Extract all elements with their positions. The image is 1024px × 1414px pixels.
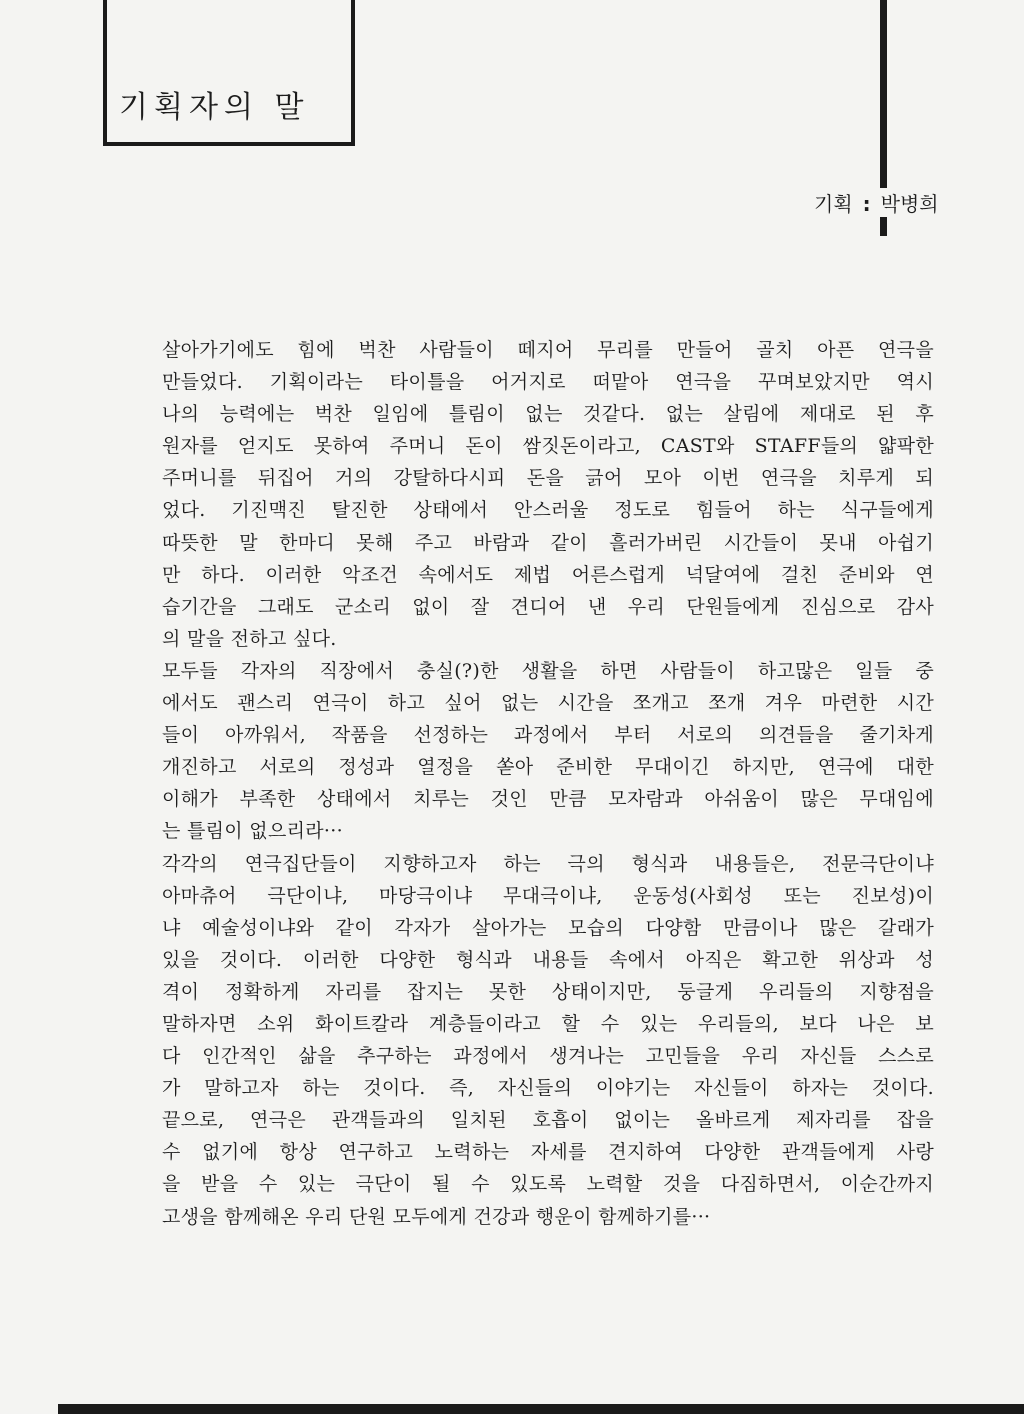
body-line: 을 받을 수 있는 극단이 될 수 있도록 노력할 것을 다짐하면서, 이순간까지 <box>162 1173 934 1196</box>
body-line: 개진하고 서로의 정성과 열정을 쏟아 준비한 무대이긴 하지만, 연극에 대한 <box>162 756 934 779</box>
title-box <box>103 0 355 146</box>
body-line: 습기간을 그래도 군소리 없이 잘 견디어 낸 우리 단원들에게 진심으로 감사 <box>162 595 934 618</box>
body-line: 이해가 부족한 상태에서 치루는 것인 만큼 모자람과 아쉬움이 많은 무대임에 <box>162 788 934 811</box>
author-role: 기획 <box>814 192 853 216</box>
body-line: 들이 아까워서, 작품을 선정하는 과정에서 부터 서로의 의견들을 줄기차게 <box>162 724 934 747</box>
body-line: 가 말하고자 하는 것이다. 즉, 자신들의 이야기는 자신들이 하자는 것이다. <box>162 1077 934 1100</box>
body-line: 따뜻한 말 한마디 못해 주고 바람과 같이 흘러가버린 시간들이 못내 아쉽기 <box>162 531 934 554</box>
bottom-rule <box>58 1404 1024 1414</box>
body-line: 원자를 얻지도 못하여 주머니 돈이 쌈짓돈이라고, CAST와 STAFF들의 얇팍한 <box>162 435 934 458</box>
body-line: 모두들 각자의 직장에서 충실(?)한 생활을 하면 사람들이 하고많은 일들 중 <box>162 659 934 682</box>
body-line: 다 인간적인 삶을 추구하는 과정에서 생겨나는 고민들을 우리 자신들 스스로 <box>162 1045 934 1068</box>
body-line: 는 틀림이 없으리라··· <box>162 820 343 843</box>
body-line: 냐 예술성이냐와 같이 각자가 살아가는 모습의 다양함 만큼이나 많은 갈래가 <box>162 916 934 939</box>
body-line: 에서도 괜스리 연극이 하고 싶어 없는 시간을 쪼개고 쪼개 겨우 마련한 시간 <box>162 692 934 715</box>
author-name: 박병희 <box>880 192 939 216</box>
body-line: 격이 정확하게 자리를 잡지는 못한 상태이지만, 둥글게 우리들의 지향점을 <box>162 980 934 1003</box>
body-line: 만들었다. 기획이라는 타이틀을 어거지로 떠맡아 연극을 꾸며보았지만 역시 <box>162 371 934 394</box>
author-credit <box>812 188 941 217</box>
body-line: 끝으로, 연극은 관객들과의 일치된 호흡이 없이는 올바르게 제자리를 잡을 <box>162 1109 934 1132</box>
body-line: 살아가기에도 힘에 벅찬 사람들이 떼지어 무리를 만들어 골치 아픈 연극을 <box>162 339 934 361</box>
body-line: 나의 능력에는 벅찬 일임에 틀림이 없는 것같다. 없는 살림에 제대로 된 후 <box>162 403 934 426</box>
body-line: 고생을 함께해온 우리 단원 모두에게 건강과 행운이 함께하기를··· <box>162 1205 711 1228</box>
body-line: 수 없기에 항상 연구하고 노력하는 자세를 견지하여 다양한 관객들에게 사랑 <box>162 1141 934 1164</box>
body-line: 의 말을 전하고 싶다. <box>162 627 337 650</box>
body-line: 아마츄어 극단이냐, 마당극이냐 무대극이냐, 운동성(사회성 또는 진보성)이 <box>162 884 934 907</box>
page-title: 기획자의 말 <box>119 90 310 125</box>
body-line: 있을 것이다. 이러한 다양한 형식과 내용들 속에서 아직은 확고한 위상과 성 <box>162 948 934 971</box>
body-line: 만 하다. 이러한 악조건 속에서도 제법 어른스럽게 넉달여에 걸친 준비와 연 <box>162 563 934 586</box>
body-line: 주머니를 뒤집어 거의 강탈하다시피 돈을 긁어 모아 이번 연극을 치루게 되 <box>162 467 934 490</box>
body-line: 말하자면 소위 화이트칼라 계층들이라고 할 수 있는 우리들의, 보다 나은 보 <box>162 1012 934 1035</box>
body-text <box>162 334 934 1233</box>
author-separator: : <box>862 192 871 216</box>
body-line: 각각의 연극집단들이 지향하고자 하는 극의 형식과 내용들은, 전문극단이냐 <box>162 852 934 875</box>
body-line: 었다. 기진맥진 탈진한 상태에서 안스러울 정도로 힘들어 하는 식구들에게 <box>162 499 934 522</box>
